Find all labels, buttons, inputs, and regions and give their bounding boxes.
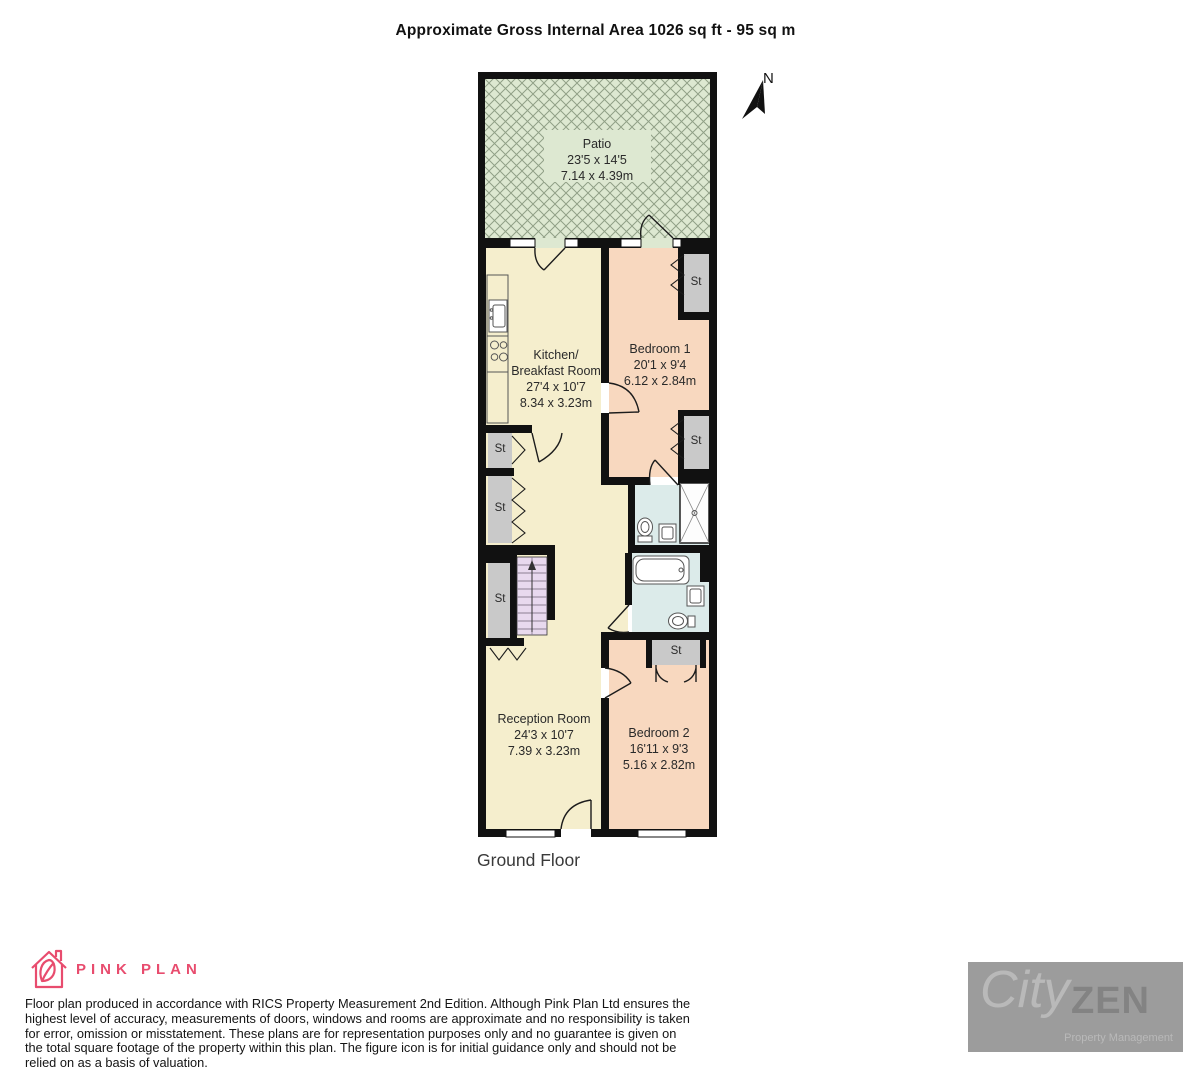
reception-room-label xyxy=(497,711,590,759)
pink-plan-wordmark: PINK PLAN xyxy=(76,961,202,978)
disclaimer-text: Floor plan produced in accordance with RICS Property Measurement 2nd Edition. Although Pink Plan Ltd ensures the highest level of accuracy, measurements of doors, windows and rooms are approximate and no responsibility is taken for error, omission or misstatement. These plans are for representation purposes only and no guarantee is given on the total square footage of the property within this plan. The figure icon is for initial guidance only and should not be relied on as a basis of valuation. xyxy=(25,996,691,1071)
window xyxy=(638,830,686,837)
watermark-zen-text: ZEN xyxy=(1071,980,1150,1022)
plan-title: Approximate Gross Internal Area 1026 sq ft - 95 sq m xyxy=(395,22,796,39)
window xyxy=(673,239,681,247)
watermark-city-text: City xyxy=(980,962,1070,1019)
bedroom-1-label xyxy=(624,341,696,389)
window xyxy=(506,830,555,837)
room-dims-m: 7.39 x 3.23m xyxy=(507,744,581,758)
room-name: Bedroom 1 xyxy=(629,342,691,356)
bathtub xyxy=(633,556,689,584)
room-dims-m: 6.12 x 2.84m xyxy=(623,374,697,388)
wash-basin xyxy=(659,524,676,542)
room-dims-ft: 24'3 x 10'7 xyxy=(514,728,574,742)
storage-label: St xyxy=(690,276,702,288)
room-name: Breakfast Room xyxy=(511,364,601,378)
patio-kitchen-door-gap xyxy=(535,238,565,248)
floor-name-label: Ground Floor xyxy=(477,850,581,870)
watermark-tagline: Property Management xyxy=(1064,1032,1173,1044)
bedroom-2-label xyxy=(623,725,695,773)
storage-label: St xyxy=(494,443,506,455)
window xyxy=(621,239,641,247)
room-name: Bedroom 2 xyxy=(628,726,690,740)
hallway-area xyxy=(555,477,628,640)
storage-label: St xyxy=(494,502,506,514)
north-label: N xyxy=(763,70,774,87)
wash-basin xyxy=(687,586,704,606)
room-dims-ft: 23'5 x 14'5 xyxy=(567,153,627,167)
pink-plan-house-icon xyxy=(28,947,70,991)
entry-door-gap xyxy=(561,829,591,837)
room-dims-ft: 20'1 x 9'4 xyxy=(633,358,687,372)
patio-bedroom1-door-gap xyxy=(641,238,673,248)
room-dims-m: 8.34 x 3.23m xyxy=(519,396,593,410)
storage-label: St xyxy=(690,435,702,447)
patio-label xyxy=(561,136,633,184)
storage-label: St xyxy=(670,645,682,657)
staircase xyxy=(517,557,547,635)
room-dims-m: 7.14 x 4.39m xyxy=(560,169,634,183)
room-name: Reception Room xyxy=(497,712,591,726)
room-dims-ft: 16'11 x 9'3 xyxy=(629,742,689,756)
room-dims-ft: 27'4 x 10'7 xyxy=(526,380,586,394)
window xyxy=(510,239,535,247)
window xyxy=(565,239,578,247)
room-dims-m: 5.16 x 2.82m xyxy=(622,758,696,772)
storage-label: St xyxy=(494,593,506,605)
kitchen-label xyxy=(511,347,601,411)
toilet xyxy=(638,518,653,542)
room-name: Kitchen/ xyxy=(533,348,579,362)
room-name: Patio xyxy=(582,137,612,151)
cityzen-watermark xyxy=(968,962,1183,1052)
